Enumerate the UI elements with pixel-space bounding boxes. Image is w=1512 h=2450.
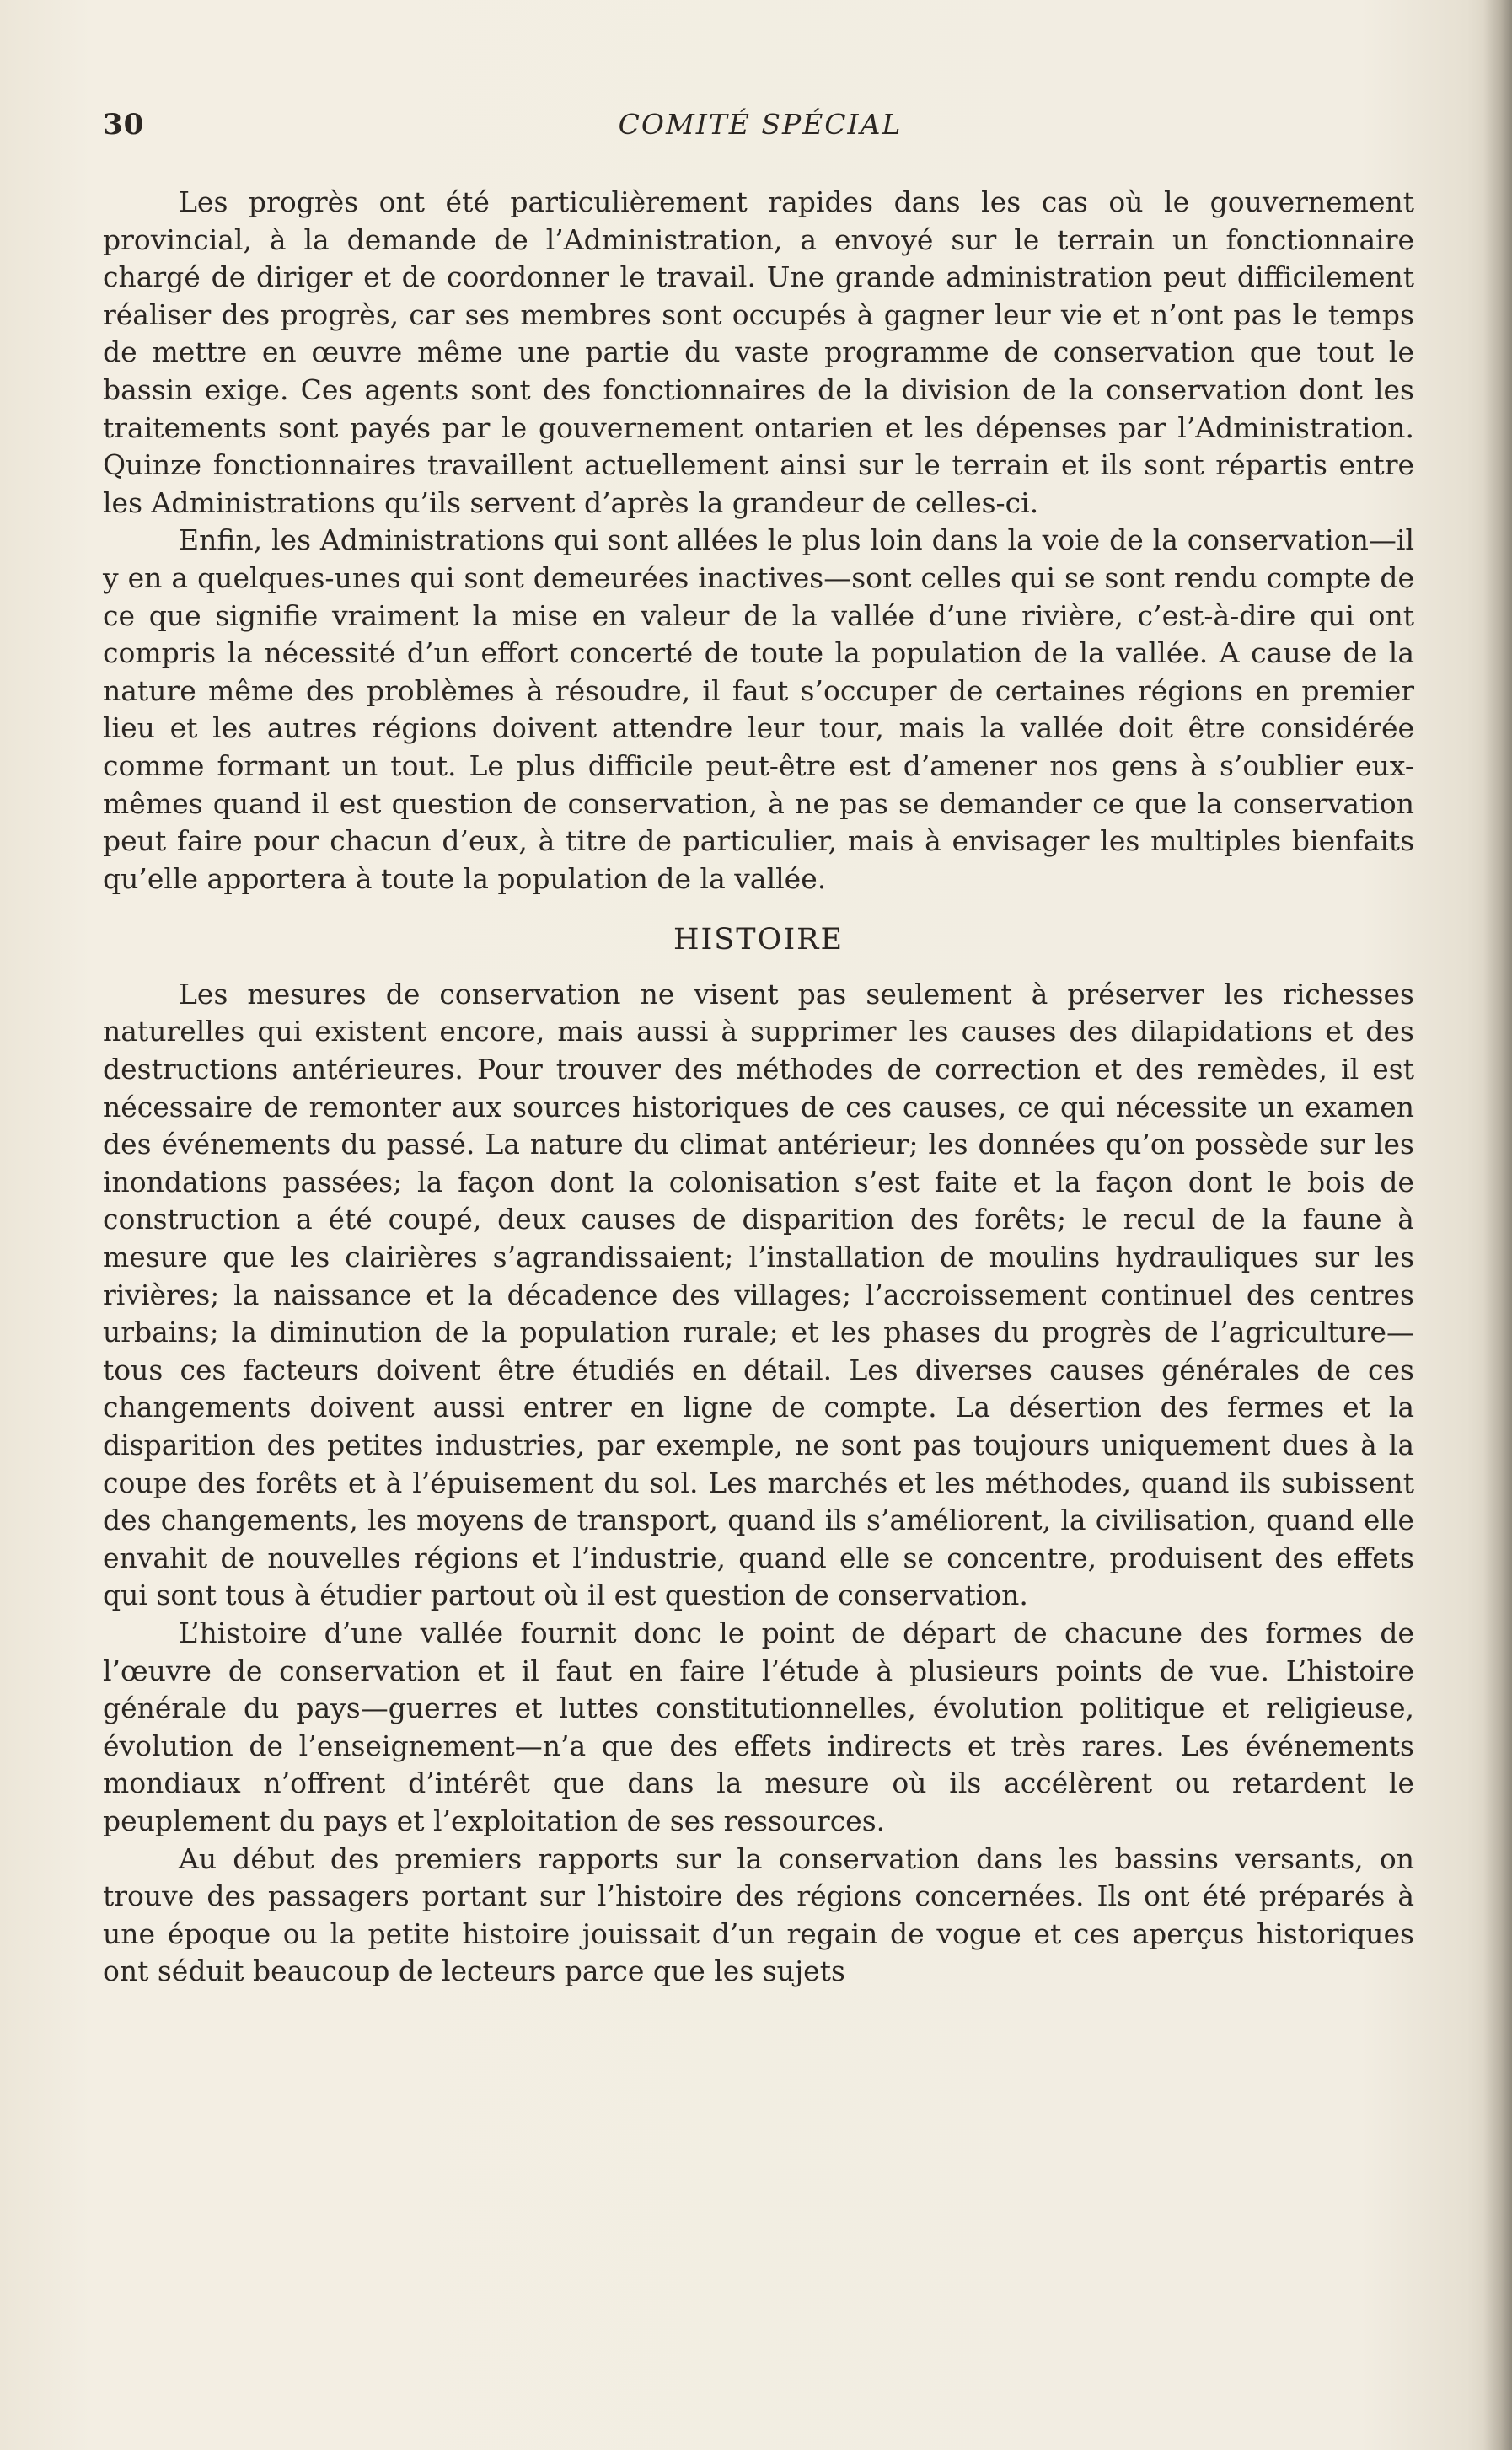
page-header [103,108,1418,150]
paragraph: Les progrès ont été particulièrement rapides dans les cas où le gouvernement provincial, à la demande de l’Administration, a envoyé sur le terrain un fonctionnaire chargé de diriger et de coordonner le travail. Une grande administration peut difficilement réaliser des progrès, car ses membres sont occupés à gagner leur vie et n’ont pas le temps de mettre en œuvre même une partie du vaste programme de conservation que tout le bassin exige. Ces agents sont des fonctionnaires de la division de la conservation dont les traitements sont payés par le gouvernement ontarien et les dépenses par l’Administration. Quinze fonctionnaires travaillent actuellement ainsi sur le terrain et ils sont répartis entre les Administrations qu’ils servent d’après la grandeur de celles-ci. [103,185,1414,519]
page-number: 30 [103,108,145,142]
running-title: COMITÉ SPÉCIAL [618,108,903,141]
section-heading: HISTOIRE [673,923,844,957]
body-text [103,184,1414,1991]
paragraph: Les mesures de conservation ne visent pas seulement à préserver les richesses naturelles qui existent encore, mais aussi à supprimer les causes des dilapidations et des destructions antérieures. Pour trouver des méthodes de correction et des remèdes, il est nécessaire de remonter aux sources historiques de ces causes, ce qui nécessite un examen des événements du passé. La nature du climat antérieur; les données qu’on possède sur les inondations passées; la façon dont la colonisation s’est faite et la façon dont le bois de construction a été coupé, deux causes de disparition des forêts; le recul de la faune à mesure que les clairières s’agrandissaient; l’installation de moulins hydrauliques sur les rivières; la naissance et la décadence des villages; l’accroissement continuel des centres urbains; la diminution de la population rurale; et les phases du progrès de l’agriculture—tous ces facteurs doivent être étudiés en détail. Les diverses causes générales de ces changements doivent aussi entrer en ligne de compte. La désertion des fermes et la disparition des petites industries, par exemple, ne sont pas toujours uniquement dues à la coupe des forêts et à l’épuisement du sol. Les marchés et les méthodes, quand ils subissent des changements, les moyens de transport, quand ils s’améliorent, la civilisation, quand elle envahit de nouvelles régions et l’industrie, quand elle se concentre, produisent des effets qui sont tous à étudier partout où il est question de conservation. [103,977,1414,1612]
page-edge-shadow [1483,0,1512,2450]
paragraph: Enfin, les Administrations qui sont allées le plus loin dans la voie de la conservation—il y en a quelques-unes qui sont demeurées inactives—sont celles qui se sont rendu compte de ce que signifie vraiment la mise en valeur de la vallée d’une rivière, c’est-à-dire qui ont compris la nécessité d’un effort concerté de toute la population de la vallée. A cause de la nature même des problèmes à résoudre, il faut s’occuper de certaines régions en premier lieu et les autres régions doivent attendre leur tour, mais la vallée doit être considérée comme formant un tout. Le plus difficile peut-être est d’amener nos gens à s’oublier eux-mêmes quand il est question de conservation, à ne pas se demander ce que la conservation peut faire pour chacun d’eux, à titre de particulier, mais à envisager les multiples bienfaits qu’elle apportera à toute la population de la vallée. [103,523,1414,895]
paragraph: L’histoire d’une vallée fournit donc le point de départ de chacune des formes de l’œuvre de conservation et il faut en faire l’étude à plusieurs points de vue. L’histoire générale du pays—guerres et luttes constitutionnelles, évolution politique et religieuse, évolution de l’enseignement—n’a que des effets indirects et très rares. Les événements mondiaux n’offrent d’intérêt que dans la mesure où ils accélèrent ou retardent le peuplement du pays et l’exploitation de ses ressources. [103,1616,1414,1837]
paragraph: Au début des premiers rapports sur la conservation dans les bassins versants, on trouve des passagers portant sur l’histoire des régions concernées. Ils ont été préparés à une époque ou la petite histoire jouissait d’un regain de vogue et ces aperçus historiques ont séduit beaucoup de lecteurs parce que les sujets [103,1842,1414,1988]
